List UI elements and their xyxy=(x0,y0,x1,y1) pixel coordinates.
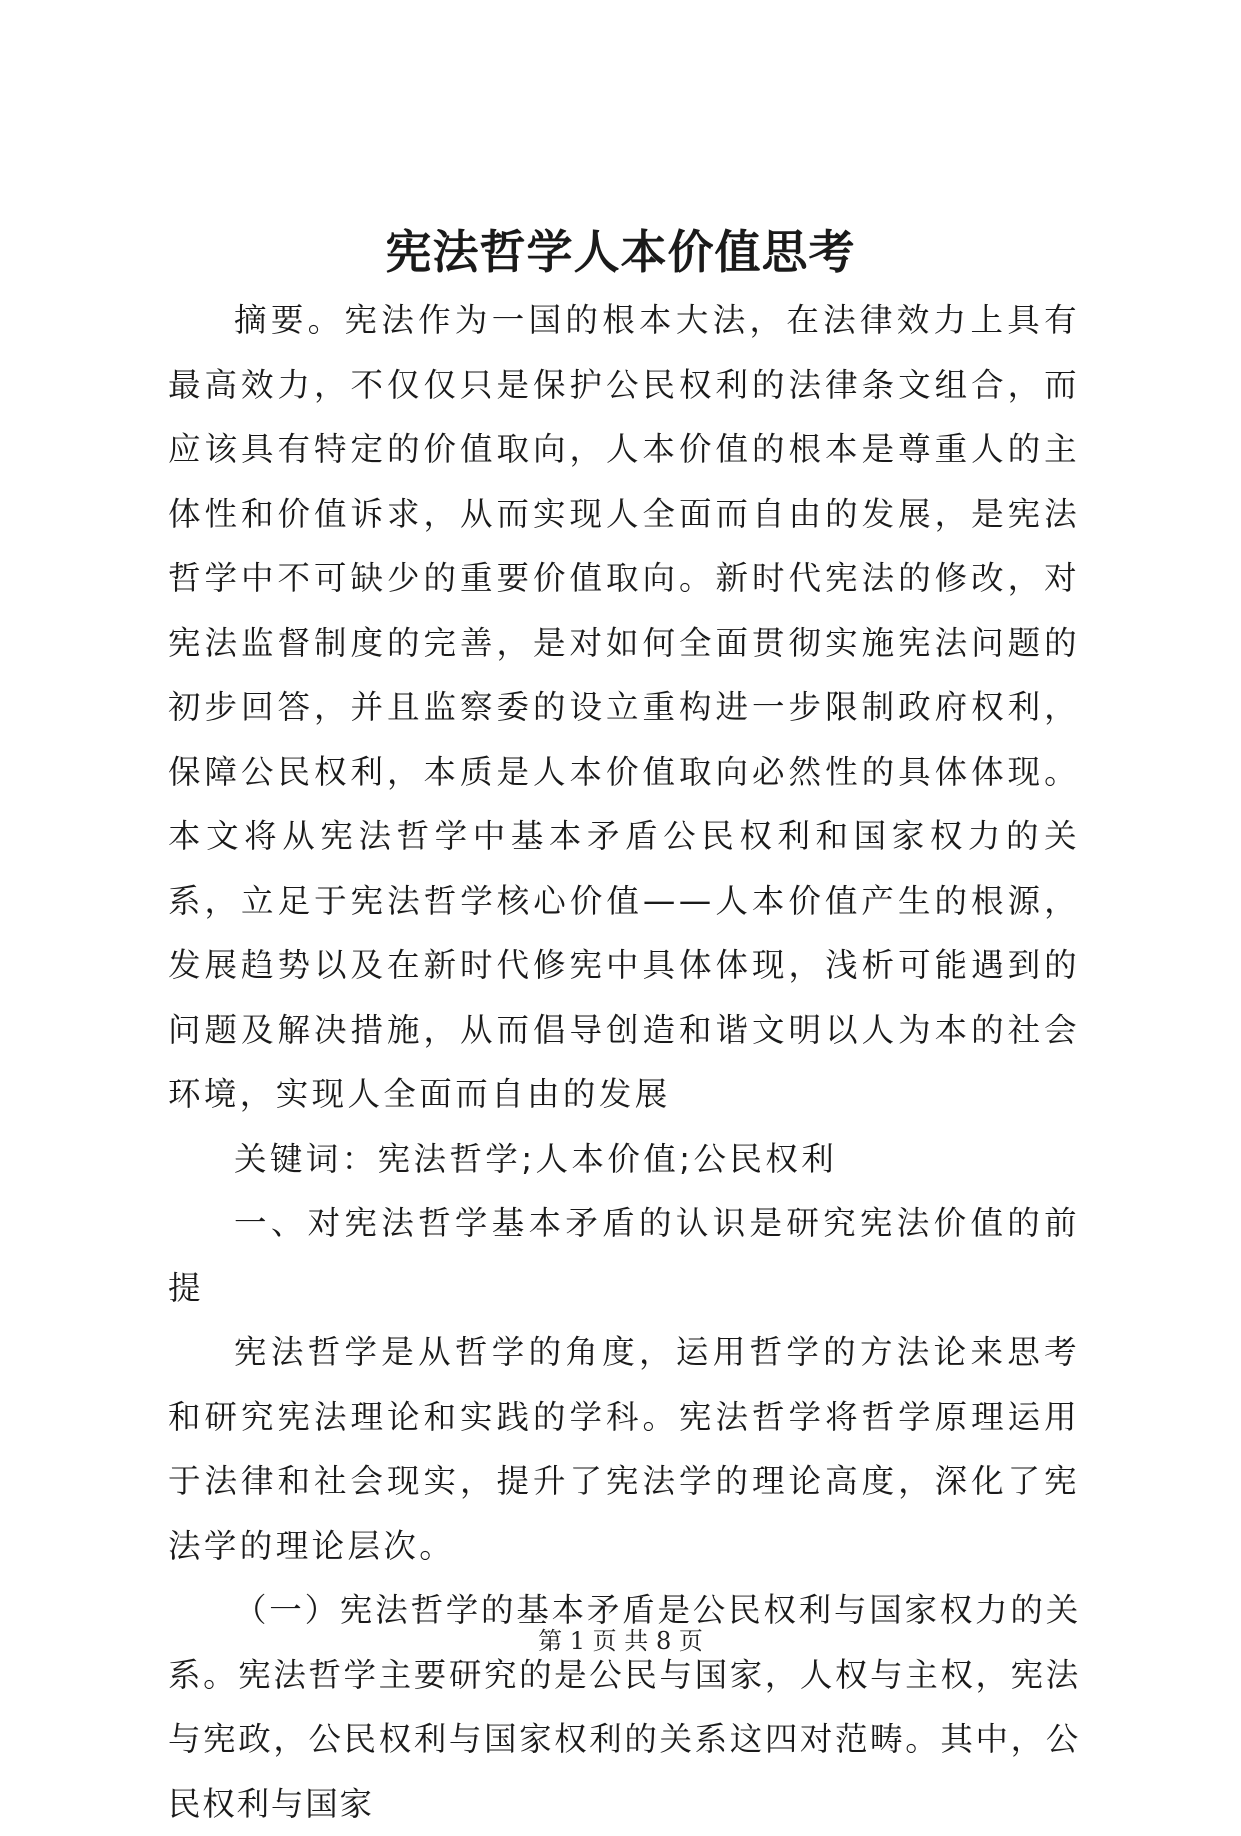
document-body xyxy=(168,288,1080,1836)
document-title: 宪法哲学人本价值思考 xyxy=(385,225,856,279)
abstract-paragraph: 摘要。宪法作为一国的根本大法，在法律效力上具有最高效力，不仅仅只是保护公民权利的法律条文组合，而应该具有特定的价值取向，人本价值的根本是尊重人的主体性和价值诉求，从而实现人全面而自由的发展，是宪法哲学中不可缺少的重要价值取向。新时代宪法的修改，对宪法监督制度的完善，是对如何全面贯彻实施宪法问题的初步回答，并且监察委的设立重构进一步限制政府权利，保障公民权利，本质是人本价值取向必然性的具体体现。本文将从宪法哲学中基本矛盾公民权利和国家权力的关系，立足于宪法哲学核心价值——人本价值产生的根源，发展趋势以及在新时代修宪中具体体现，浅析可能遇到的问题及解决措施，从而倡导创造和谐文明以人为本的社会环境，实现人全面而自由的发展 xyxy=(168,301,1080,1113)
keywords-paragraph: 关键词：宪法哲学;人本价值;公民权利 xyxy=(234,1139,838,1178)
body-paragraph: 宪法哲学是从哲学的角度，运用哲学的方法论来思考和研究宪法理论和实践的学科。宪法哲学将哲学原理运用于法律和社会现实，提升了宪法学的理论高度，深化了宪法学的理论层次。 xyxy=(168,1333,1080,1565)
subsection-paragraph: （一）宪法哲学的基本矛盾是公民权利与国家权力的关系。宪法哲学主要研究的是公民与国家，人权与主权，宪法与宪政，公民权利与国家权利的关系这四对范畴。其中，公民权利与国家 xyxy=(168,1591,1080,1823)
section-heading: 一、对宪法哲学基本矛盾的认识是研究宪法价值的前提 xyxy=(168,1204,1080,1307)
page-footer: 第 1 页 共 8 页 xyxy=(538,1627,703,1655)
